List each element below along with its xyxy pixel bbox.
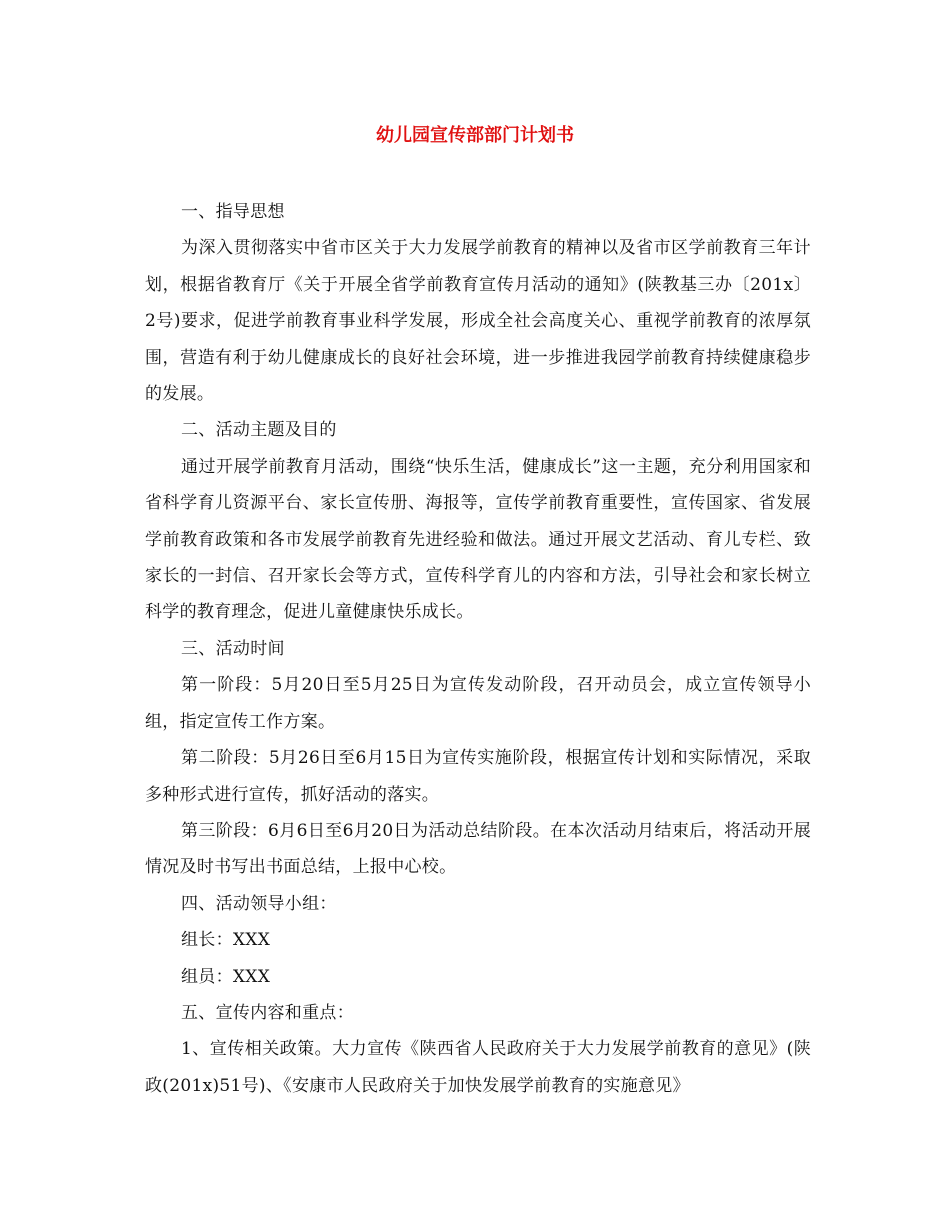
heading-leadership-group: 四、活动领导小组： bbox=[181, 893, 337, 914]
members-line: 组员：XXX bbox=[181, 966, 271, 987]
paragraph-policy-publicity: 1、宣传相关政策。大力宣传《陕西省人民政府关于大力发展学前教育的意见》(陕政(201x)51号)、《安康市人民政府关于加快发展学前教育的实施意见》 bbox=[145, 1039, 811, 1096]
heading-activity-time: 三、活动时间 bbox=[181, 638, 285, 659]
paragraph-phase-one: 第一阶段：5月20日至5月25日为宣传发动阶段，召开动员会，成立宣传领导小组，指定宣传工作方案。 bbox=[145, 675, 811, 732]
document-body bbox=[145, 194, 811, 1104]
leader-line: 组长：XXX bbox=[181, 930, 271, 951]
paragraph-theme-purpose: 通过开展学前教育月活动，围绕“快乐生活，健康成长”这一主题，充分利用国家和省科学育儿资源平台、家长宣传册、海报等，宣传学前教育重要性，宣传国家、省发展学前教育政策和各市发展学前教育先进经验和做法。通过开展文艺活动、育儿专栏、致家长的一封信、召开家长会等方式，宣传科学育儿的内容和方法，引导社会和家长树立科学的教育理念，促进儿童健康快乐成长。 bbox=[145, 456, 811, 623]
heading-publicity-content: 五、宣传内容和重点： bbox=[181, 1002, 354, 1023]
heading-guiding-ideology: 一、指导思想 bbox=[181, 202, 285, 222]
document-title: 幼儿园宣传部部门计划书 bbox=[376, 125, 574, 146]
paragraph-phase-two: 第二阶段：5月26日至6月15日为宣传实施阶段，根据宣传计划和实际情况，采取多种形式进行宣传，抓好活动的落实。 bbox=[145, 748, 811, 805]
heading-theme-purpose: 二、活动主题及目的 bbox=[181, 420, 337, 441]
paragraph-phase-three: 第三阶段：6月6日至6月20日为活动总结阶段。在本次活动月结束后，将活动开展情况及时书写出书面总结，上报中心校。 bbox=[145, 820, 811, 878]
paragraph-guiding-ideology: 为深入贯彻落实中省市区关于大力发展学前教育的精神以及省市区学前教育三年计划，根据省教育厅《关于开展全省学前教育宣传月活动的通知》(陕教基三办〔201x〕2号)要求，促进学前教育事业科学发展，形成全社会高度关心、重视学前教育的浓厚氛围，营造有利于幼儿健康成长的良好社会环境，进一步推进我园学前教育持续健康稳步的发展。 bbox=[145, 238, 811, 405]
